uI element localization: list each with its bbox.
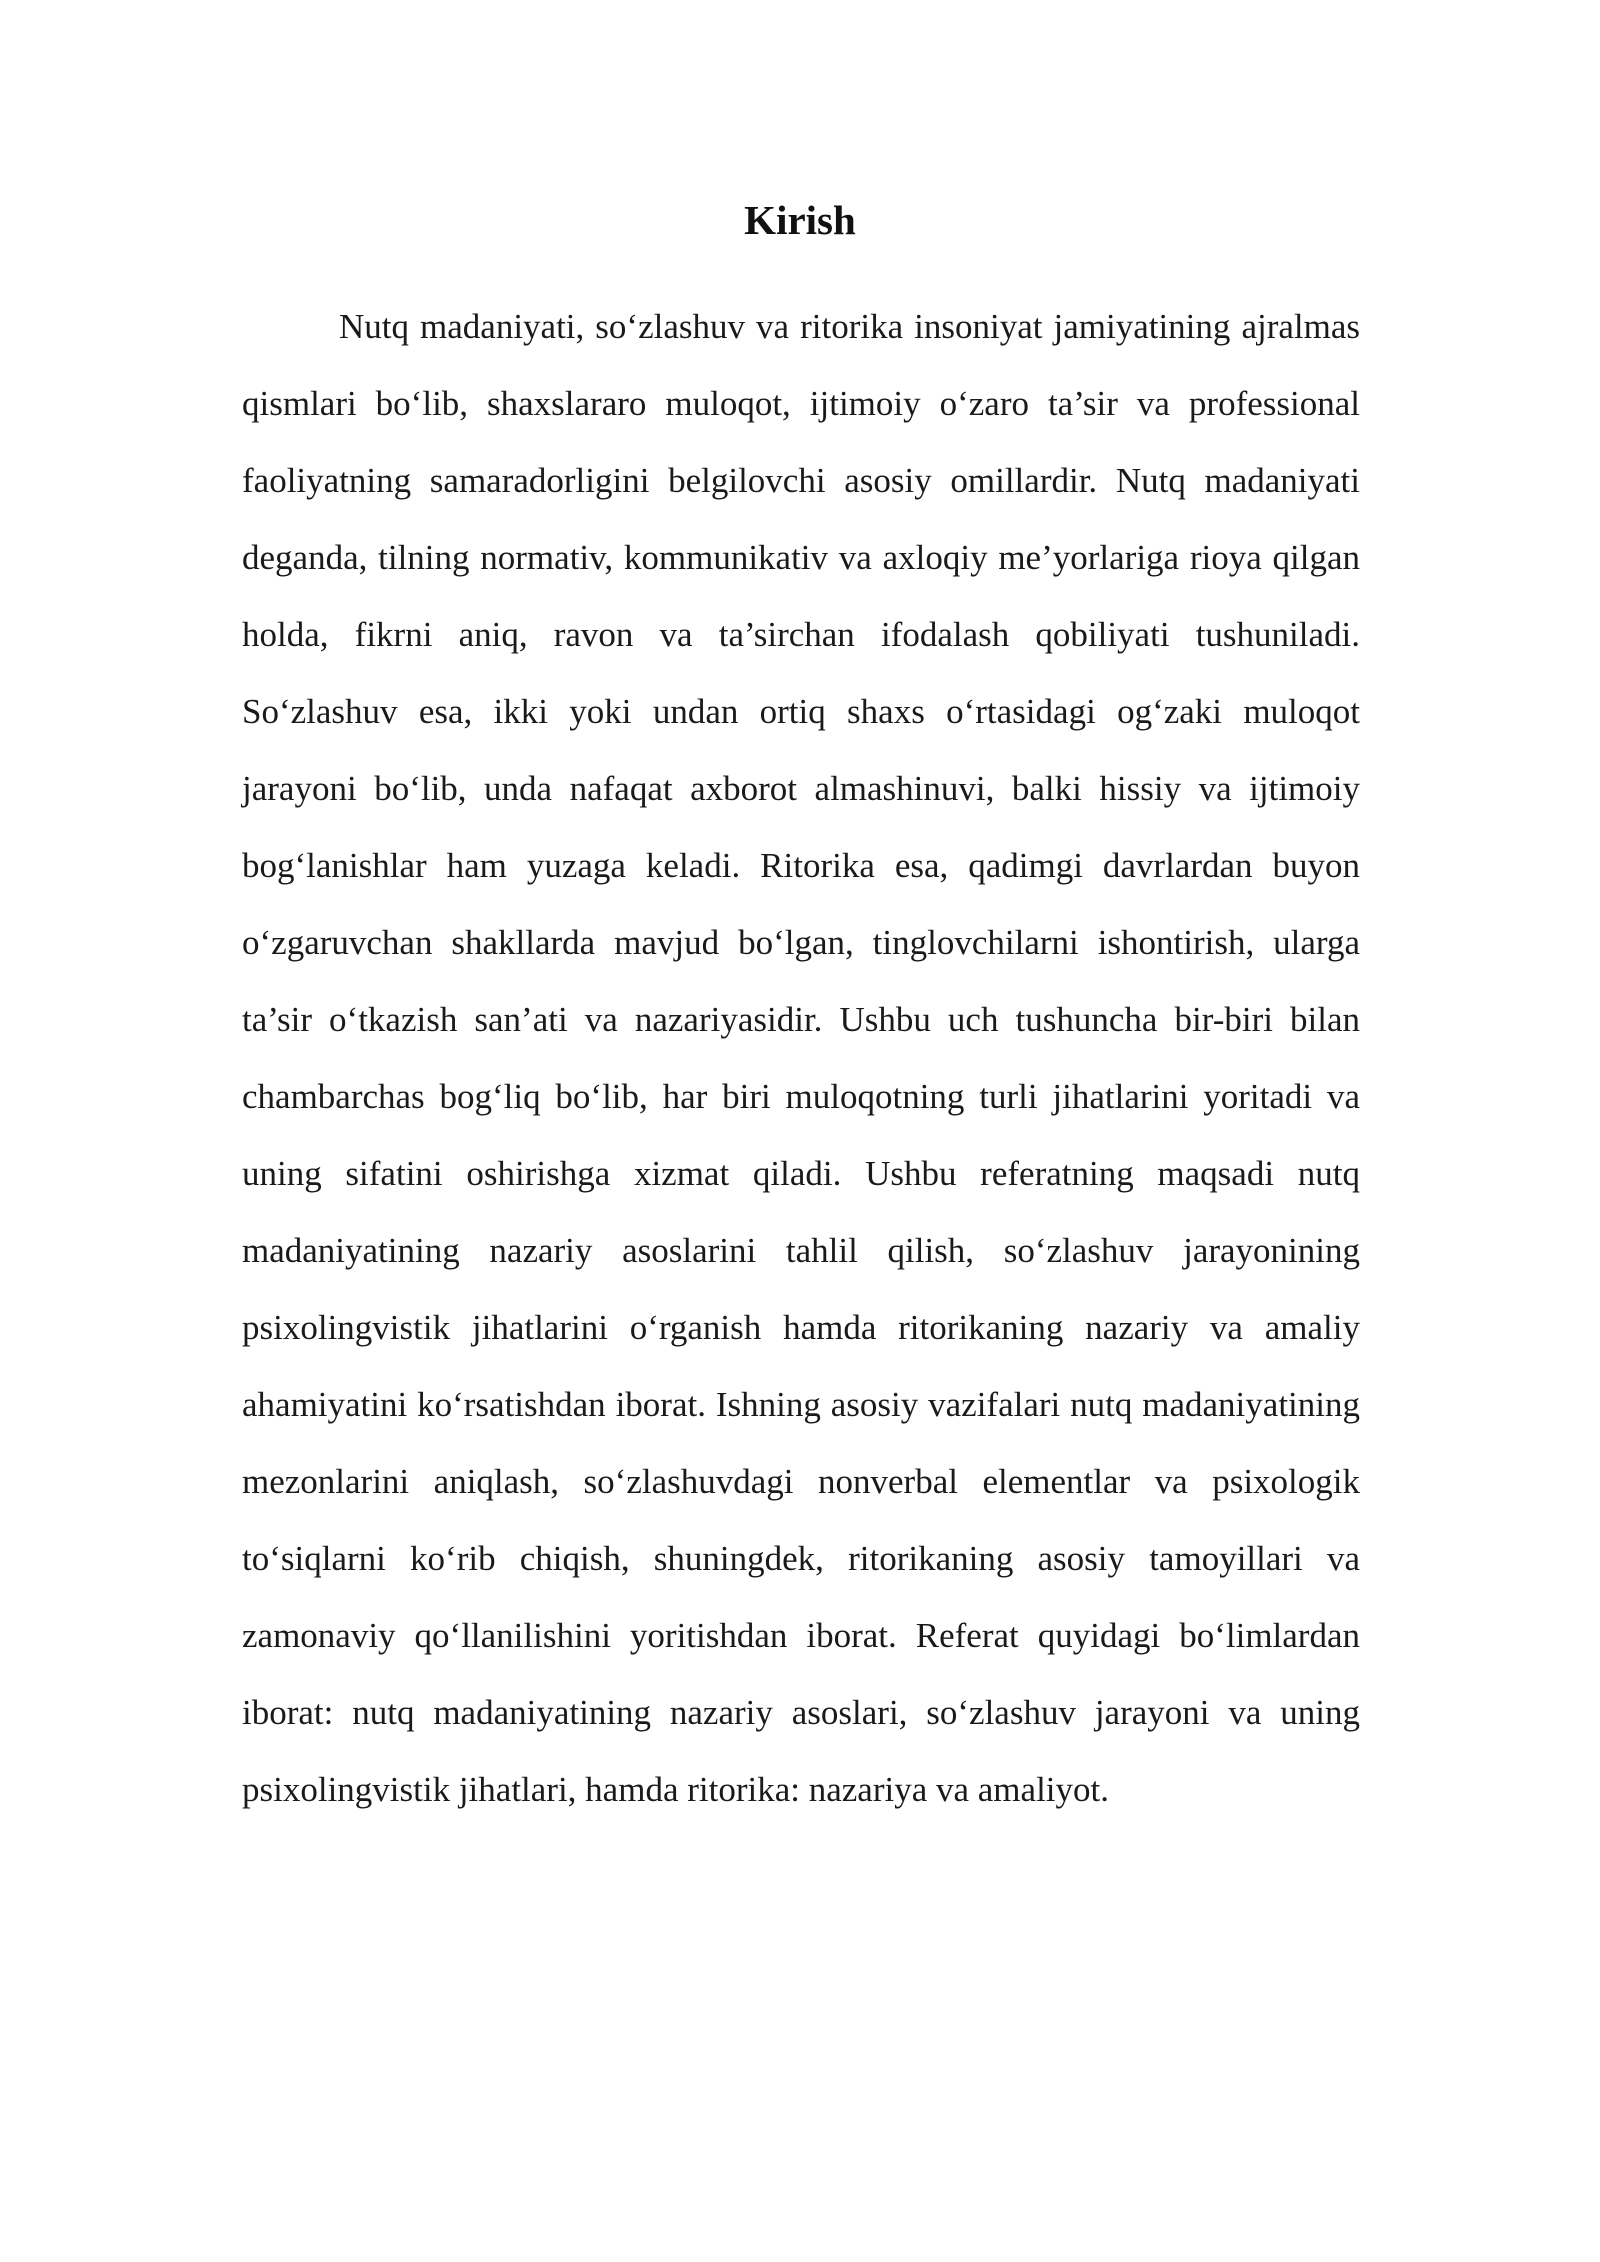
body-paragraph: Nutq madaniyati, so‘zlashuv va ritorika insoniyat jamiyatining ajralmas qismlari bo‘lib, shaxslararo muloqot, ijtimoiy o‘zaro ta’sir va professional faoliyatning samaradorligini belgilovchi asosiy omillardir. Nutq madaniyati deganda, tilning normativ, kommunikativ va axloqiy me’yorlariga rioya qilgan holda, fikrni aniq, ravon va ta’sirchan ifodalash qobiliyati tushuniladi. So‘zlashuv esa, ikki yoki undan ortiq shaxs o‘rtasidagi og‘zaki muloqot jarayoni bo‘lib, unda nafaqat axborot almashinuvi, balki hissiy va ijtimoiy bog‘lanishlar ham yuzaga keladi. Ritorika esa, qadimgi davrlardan buyon o‘zgaruvchan shakllarda mavjud bo‘lgan, tinglovchilarni ishontirish, ularga ta’sir o‘tkazish san’ati va nazariyasidir. Ushbu uch tushuncha bir-biri bilan chambarchas bog‘liq bo‘lib, har biri muloqotning turli jihatlarini yoritadi va uning sifatini oshirishga xizmat qiladi. Ushbu referatning maqsadi nutq madaniyatining nazariy asoslarini tahlil qilish, so‘zlashuv jarayonining psixolingvistik jihatlarini o‘rganish hamda ritorikaning nazariy va amaliy ahamiyatini ko‘rsatishdan iborat. Ishning asosiy vazifalari nutq madaniyatining mezonlarini aniqlash, so‘zlashuvdagi nonverbal elementlar va psixologik to‘siqlarni ko‘rib chiqish, shuningdek, ritorikaning asosiy tamoyillari va zamonaviy qo‘llanilishini yoritishdan iborat. Referat quyidagi bo‘limlardan iborat: nutq madaniyatining nazariy asoslari, so‘zlashuv jarayoni va uning psixolingvistik jihatlari, hamda ritorika: nazariya va amaliyot. [242,307,1360,1809]
page-title: Kirish [744,197,856,243]
